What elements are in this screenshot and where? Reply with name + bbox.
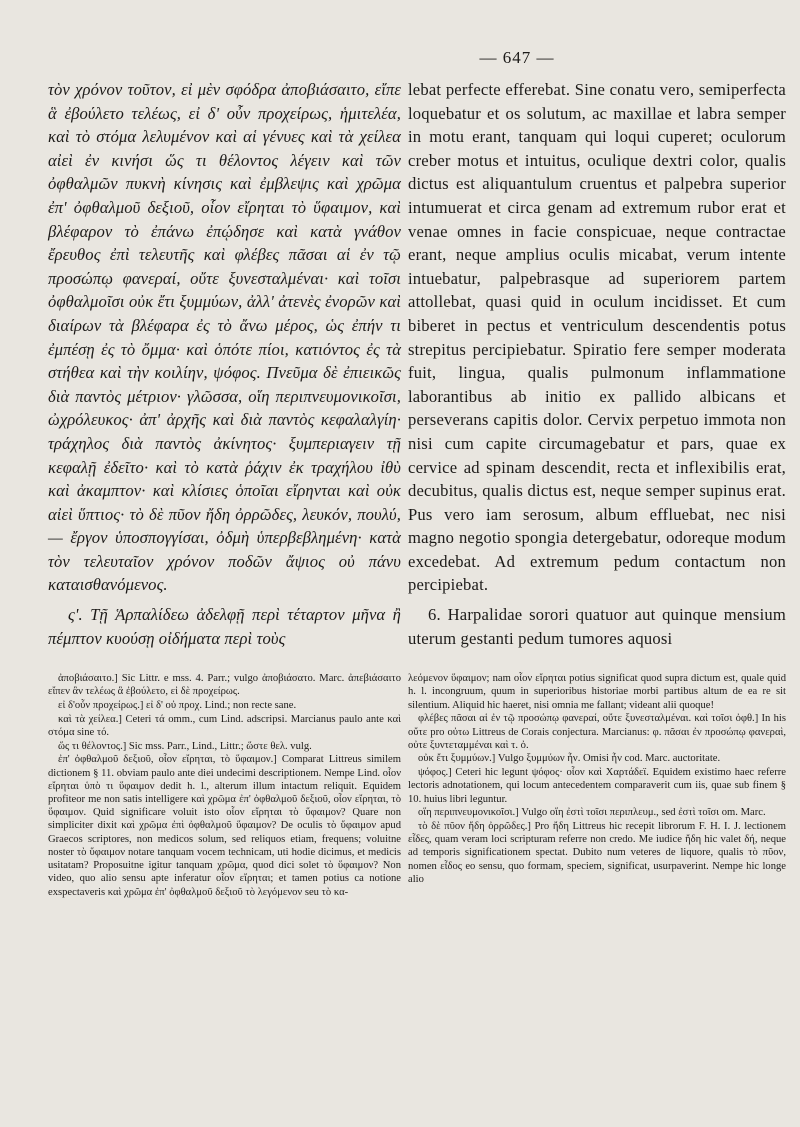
left-column bbox=[48, 78, 401, 899]
left-footnotes bbox=[48, 672, 401, 898]
footnote-continuation: λεόμενον ὕφαιμον; nam οἷον εἴρηται potius significat quod supra dictum est, quale quid h. l. incongruum, quum in superioribus historiae morbi partibus altum de ea re sit silentium. Aliquid hic haeret, nisi omnia me fallant; videant alii quoque! bbox=[408, 673, 786, 711]
footnote: οἵη περιπνευμονικοῖσι.] Vulgo οἵη ἐστὶ τοῖσι περιπλευμ., sed ἐστὶ τοῖσι om. Marc. bbox=[418, 807, 766, 819]
latin-main-text bbox=[408, 78, 786, 650]
greek-paragraph-case-5-end: τὸν χρόνον τοῦτον, εἰ μὲν σφόδρα ἀποβιάσαιτο, εἴπε ἃ ἐβούλετο τελέως, εἰ δ' οὖν προχείρως, ἡμιτελέα, καὶ τὸ στόμα λελυμένον καὶ αἱ γένυες καὶ τὰ χείλεα αἰεὶ ἐν κινήσι ὥς τι θέλοντος λέγειν καὶ τῶν ὀφθαλμῶν πυκνὴ κίνησις καὶ ἐμβλεψις καὶ χρῶμα ἐπ' ὀφθαλμοῦ δεξιοῦ, οἷον εἴρηται τὸ ὕφαιμον, καὶ βλέφαρον τὸ ἐπάνω ἐπῴδησε καὶ κατὰ γνάθον ἔρευθος ἐπὶ τελευτῆς καὶ φλέβες πᾶσαι αἱ ἐν τῷ προσώπῳ φανεραί, οὔτε ξυνεσταλμέναι· καὶ τοῖσι ὀφθαλμοῖσι οὐκ ἔτι ξυμμύων, ἀλλ' ἀτενὲς ἐνορῶν καὶ διαίρων τὰ βλέφαρα ἐς τὸ ἄνω μέρος, ὡς ἐπήν τι ἐμπέσῃ ἐς τὸ ὄμμα· καὶ ὁπότε πίοι, κατιόντος ἐς τὰ στήθεα καὶ τὴν κοιλίην, ψόφος. Πνεῦμα δὲ ἐπιεικῶς διὰ παντὸς μέτριον· γλῶσσα, οἵη περιπνευμονικοῖσι, ὠχρόλευκος· ἀπ' ἀρχῆς καὶ διὰ παντὸς κεφαλαλγίη· τράχηλος διὰ παντὸς ἀκίνητος· ξυμπεριαγειν τῇ κεφαλῇ ἐδεῖτο· καὶ τὸ κατὰ ῥάχιν ἐκ τραχήλου ἰθὺ καὶ ἀκαμπτον· καὶ κλίσιες ὁποῖαι εἴρηνται καὶ οὐκ αἰεὶ ὕπτιος· τὸ δὲ πῦον ἤδη ὀρρῶδες, λευκόν, πουλύ, — ἔργον ὑποσπογγίσαι, ὀδμὴ ὑπερβεβλημένη· κατὰ τὸν τελευταῖον χρόνον ποδῶν ἄψιος οὐ πάνυ καταισθανόμενος. bbox=[48, 80, 401, 595]
page-number: — 647 — bbox=[479, 48, 555, 67]
greek-main-text bbox=[48, 78, 401, 650]
footnote: τὸ δὲ πῦον ἤδη ὀρρῶδες.] Pro ἤδη Littreus hic recepit librorum F. H. I. J. lectionem εἶδες, quam veram loci scripturam referre non credo. Me iudice ἤδη hic valet δή, neque ad temporis significationem spectat. Dubito num veteres de liquore, qualis τὸ πῦον, nomen εἶδος eo sensu, quo formam, speciem, significat, usurpaverint. Nempe hic longe alio bbox=[408, 820, 786, 885]
footnote: φλέβες πᾶσαι αἱ ἐν τῷ προσώπῳ φανεραί, οὔτε ξυνεσταλμέναι. καὶ τοῖσι ὀφθ.] In his οὔτε pro οὐτω Littreus de Corais conjectura. Marcianus: φ. πᾶσαι ἐν προσώπῳ φανεραὶ, οὐτε ξυντεταμμέναι καὶ τ. ὀ. bbox=[408, 713, 786, 751]
footnote: ὥς τι θέλοντος.] Sic mss. Parr., Lind., Littr.; ὥστε θελ. vulg. bbox=[58, 740, 312, 752]
right-column bbox=[408, 78, 786, 899]
footnote: ἐπ' ὀφθαλμοῦ δεξιοῦ, οἷον εἴρηται, τὸ ὕφαιμον.] Comparat Littreus similem dictionem § 11. obviam paulo ante diei undecimi descriptionem. Nempe Lind. οἷον εἴρηται ὑπὸ τι ὕφαιμον dedit h. l., alterum illum intactum reliquit. Equidem profiteor me non satis intelligere καὶ χρῶμα ἐπ' ὀφθαλμοῦ δεξιοῦ, οἷον εἴρηται, τὸ ὕφαιμον. Quid significare voluit isto οἷον εἴρηται τὸ ὕφαιμον? Quare non simpliciter dixit καὶ χρῶμα ἐπὶ ὀφθαλμοῦ ὕφαιμον? De oculis τὸ ὕφαιμον apud Graecos scriptores, non medicos solum, sed reliquos etiam, frequens; voluitne noster τὸ ὕφαιμον notare tanquam vocem technicam, uti hodie dicimus, et medicis usitatam? Proposuitne igitur tanquam χρῶμα, quod dici solet τὸ ὕφαιμον? Non video, quo alio sensu apte inferatur οἷον εἴρηται; et tamen potius ca notione exspectaveris καὶ χρῶμα ἐπ' ὀφθαλμοῦ δεξιοῦ τὸ λεγόμενον seu τὸ κα- bbox=[48, 754, 401, 898]
right-footnotes bbox=[408, 672, 786, 886]
footnote: ἀποβιάσαιτο.] Sic Littr. e mss. 4. Parr.; vulgo ἀποβιάσατο. Marc. ἀπεβιάσαιτο εἴπεν ἂν τελέως ἃ ἐβούλετο, εἰ δὲ προχείρως. bbox=[48, 673, 401, 698]
footnote: οὐκ ἔτι ξυμμύων.] Vulgo ξυμμύων ἦν. Omisi ἦν cod. Marc. auctoritate. bbox=[418, 753, 721, 765]
footnote: καὶ τὰ χείλεα.] Ceteri τά omm., cum Lind. adscripsi. Marcianus paulo ante καὶ στόμα sine τό. bbox=[48, 713, 401, 739]
footnote: ψόφος.] Ceteri hic legunt ψόφος· οἷον καὶ Χαρτάδεϊ. Equidem existimo haec referre lectoris adnotationem, qui locum antecedentem comparaverit cum iis, quae sub finem § 10. huius libri leguntur. bbox=[408, 767, 786, 805]
footnote: εἰ δ'οὖν προχείρως.] εἰ δ' οὐ προχ. Lind.; non recte sane. bbox=[58, 700, 297, 712]
two-column-layout bbox=[48, 78, 786, 899]
greek-paragraph-case-6-start: ς'. Τῇ Ἁρπαλίδεω ἀδελφῇ περὶ τέταρτον μῆνα ἢ πέμπτον κυούσῃ οἰδήματα περὶ τοὺς bbox=[48, 605, 401, 648]
latin-paragraph-case-6-start: 6. Harpalidae sorori quatuor aut quinque mensium uterum gestanti pedum tumores aquosi bbox=[408, 605, 786, 648]
latin-paragraph-case-5-end: lebat perfecte efferebat. Sine conatu vero, semiperfecta loquebatur et os solutum, ac maxillae et labra semper in motu erant, tanquam qui loqui cuperet; oculorum creber motus et intuitus, oculique dextri color, qualis dictus est aliquantulum cruentus et palpebra superior intumuerat et circa genam ad extremum rubor erat et venae omnes in facie conspicuae, neque contractae erant, neque amplius oculis micabat, verum intente intuebatur, palpebrasque ad superiorem partem attollebat, quasi quid in oculum incidisset. Et cum biberet in pectus et ventriculum descendentis potus strepitus percipiebatur. Spiratio fere semper moderata fuit, lingua, qualis pulmonum inflammatione laborantibus ab initio ex pallido albicans et perseverans capitis dolor. Cervix perpetuo immota non nisi cum capite circumagebatur et pars, quae ex cervice ad spinam descendit, recta et inflexibilis erat, decubitus, qualis dictus est, neque semper supinus erat. Pus vero iam serosum, album effluebat, nec nisi magno negotio spongia detergebatur, odoreque modum excedebat. Ad extremum pedum contactum non percipiebat. bbox=[408, 80, 786, 595]
